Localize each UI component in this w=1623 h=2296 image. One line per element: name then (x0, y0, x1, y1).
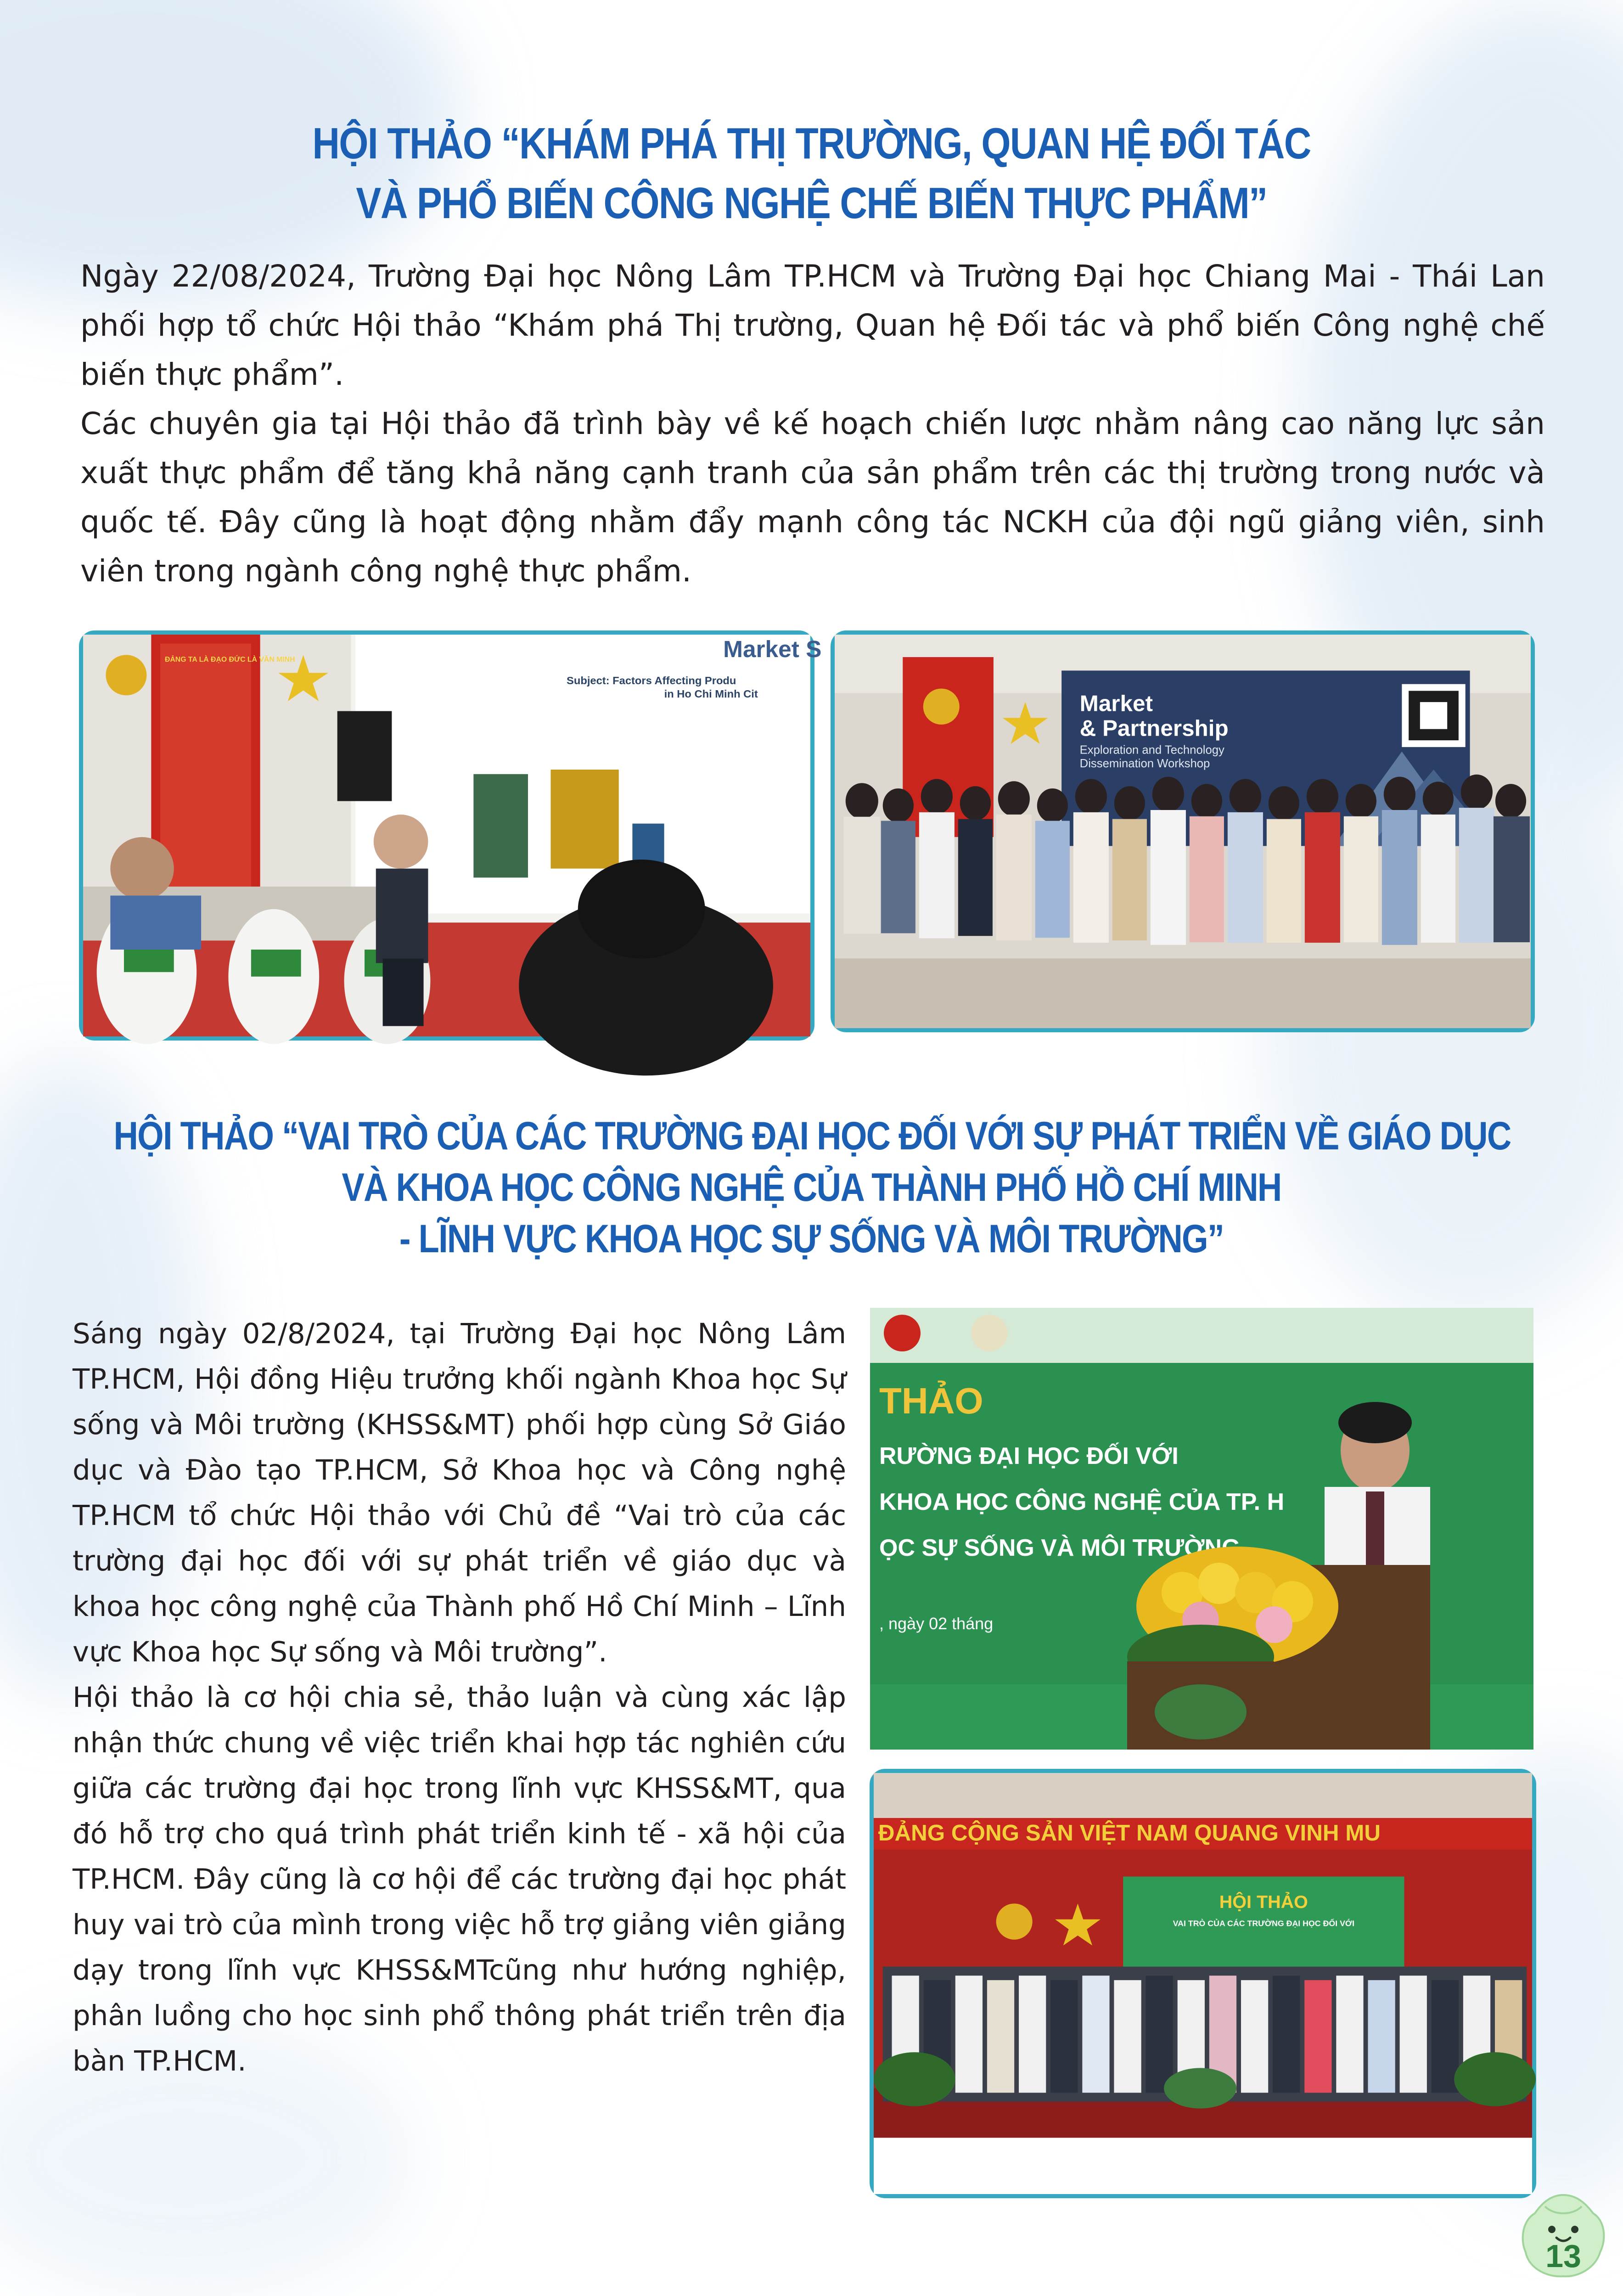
section1-title-line-2: VÀ PHỔ BIẾN CÔNG NGHỆ CHẾ BIẾN THỰC PHẨM” (113, 174, 1509, 233)
photo3-screen-line-3: KHOA HỌC CÔNG NGHỆ CỦA TP. H (879, 1488, 1284, 1515)
photo1-screen-title: Market S (723, 636, 821, 662)
section2-title-line-3: - LĨNH VỰC KHOA HỌC SỰ SỐNG VÀ MÔI TRƯỜNG” (113, 1213, 1509, 1265)
section2-title-line-1: HỘI THẢO “VAI TRÒ CỦA CÁC TRƯỜNG ĐẠI HỌC ĐỐI VỚI SỰ PHÁT TRIỂN VỀ GIÁO DỤC (113, 1110, 1509, 1162)
photo3-screen-line-4: ỌC SỰ SỐNG VÀ MÔI TRƯỜNG (879, 1534, 1240, 1561)
section1-paragraph-2: Các chuyên gia tại Hội thảo đã trình bày về kế hoạch chiến lược nhằm nâng cao năng lực sản xuất thực phẩm để tăng khả năng cạnh tranh của sản phẩm trên các thị trường trong nước và quốc tế. Đây cũng là hoạt động nhằm đẩy mạnh công tác NCKH của đội ngũ giảng viên, sinh viên trong ngành công nghệ thực phẩm. (80, 399, 1545, 596)
photo4-screen-line-1: HỘI THẢO (1219, 1891, 1308, 1912)
section1-paragraph-1: Ngày 22/08/2024, Trường Đại học Nông Lâm TP.HCM và Trường Đại học Chiang Mai - Thái Lan phối hợp tổ chức Hội thảo “Khám phá Thị trường, Quan hệ Đối tác và phổ biến Công nghệ chế biến thực phẩm”. (80, 252, 1545, 399)
section2-paragraph-1: Sáng ngày 02/8/2024, tại Trường Đại học Nông Lâm TP.HCM, Hội đồng Hiệu trưởng khối ngành Khoa học Sự sống và Môi trường (KHSS&MT) phối hợp cùng Sở Giáo dục và Đào tạo TP.HCM, Sở Khoa học và Công nghệ TP.HCM tổ chức Hội thảo với Chủ đề “Vai trò của các trường đại học đối với sự phát triển về giáo dục và khoa học công nghệ của Thành phố Hồ Chí Minh – Lĩnh vực Khoa học Sự sống và Môi trường”. (73, 1311, 846, 1675)
photo2-screen-line-4: Dissemination Workshop (1080, 757, 1210, 770)
page-number: 13 (1517, 2238, 1609, 2274)
photo1-screen-subtitle-2: in Ho Chi Minh Cit (664, 688, 758, 700)
photo2-screen-line-3: Exploration and Technology (1080, 744, 1224, 757)
photo4-screen-line-2: VAI TRÒ CỦA CÁC TRƯỜNG ĐẠI HỌC ĐỐI VỚI (1173, 1919, 1354, 1928)
photo1-banner-text: ĐẢNG TA LÀ ĐẠO ĐỨC LÀ VĂN MINH (165, 655, 295, 664)
section2-paragraph-2: Hội thảo là cơ hội chia sẻ, thảo luận và cùng xác lập nhận thức chung về việc triển khai hợp tác nghiên cứu giữa các trường đại học trong lĩnh vực KHSS&MT, qua đó hỗ trợ cho quá trình phát triển kinh tế - xã hội của TP.HCM. Đây cũng là cơ hội để các trường đại học phát huy vai trò của mình trong việc hỗ trợ giảng viên giảng dạy trong lĩnh vực KHSS&MTcũng như hướng nghiệp, phân luồng cho học sinh phổ thông phát triển trên địa bàn TP.HCM. (73, 1675, 846, 2084)
photo4-banner: ĐẢNG CỘNG SẢN VIỆT NAM QUANG VINH MU (878, 1819, 1381, 1846)
photo3-screen-line-1: THẢO (879, 1380, 983, 1421)
section2-title-line-2: VÀ KHOA HỌC CÔNG NGHỆ CỦA THÀNH PHỐ HỒ CHÍ MINH (113, 1162, 1509, 1213)
photo2-screen-line-1: Market (1080, 691, 1153, 716)
photo3-screen-line-5: , ngày 02 tháng (879, 1614, 993, 1633)
section1-title-line-1: HỘI THẢO “KHÁM PHÁ THỊ TRƯỜNG, QUAN HỆ ĐỐI TÁC (113, 114, 1509, 174)
photo3-screen-line-2: RƯỜNG ĐẠI HỌC ĐỐI VỚI (879, 1442, 1179, 1469)
photo1-screen-subtitle-1: Subject: Factors Affecting Produ (567, 675, 736, 687)
photo2-screen-line-2: & Partnership (1080, 716, 1229, 741)
